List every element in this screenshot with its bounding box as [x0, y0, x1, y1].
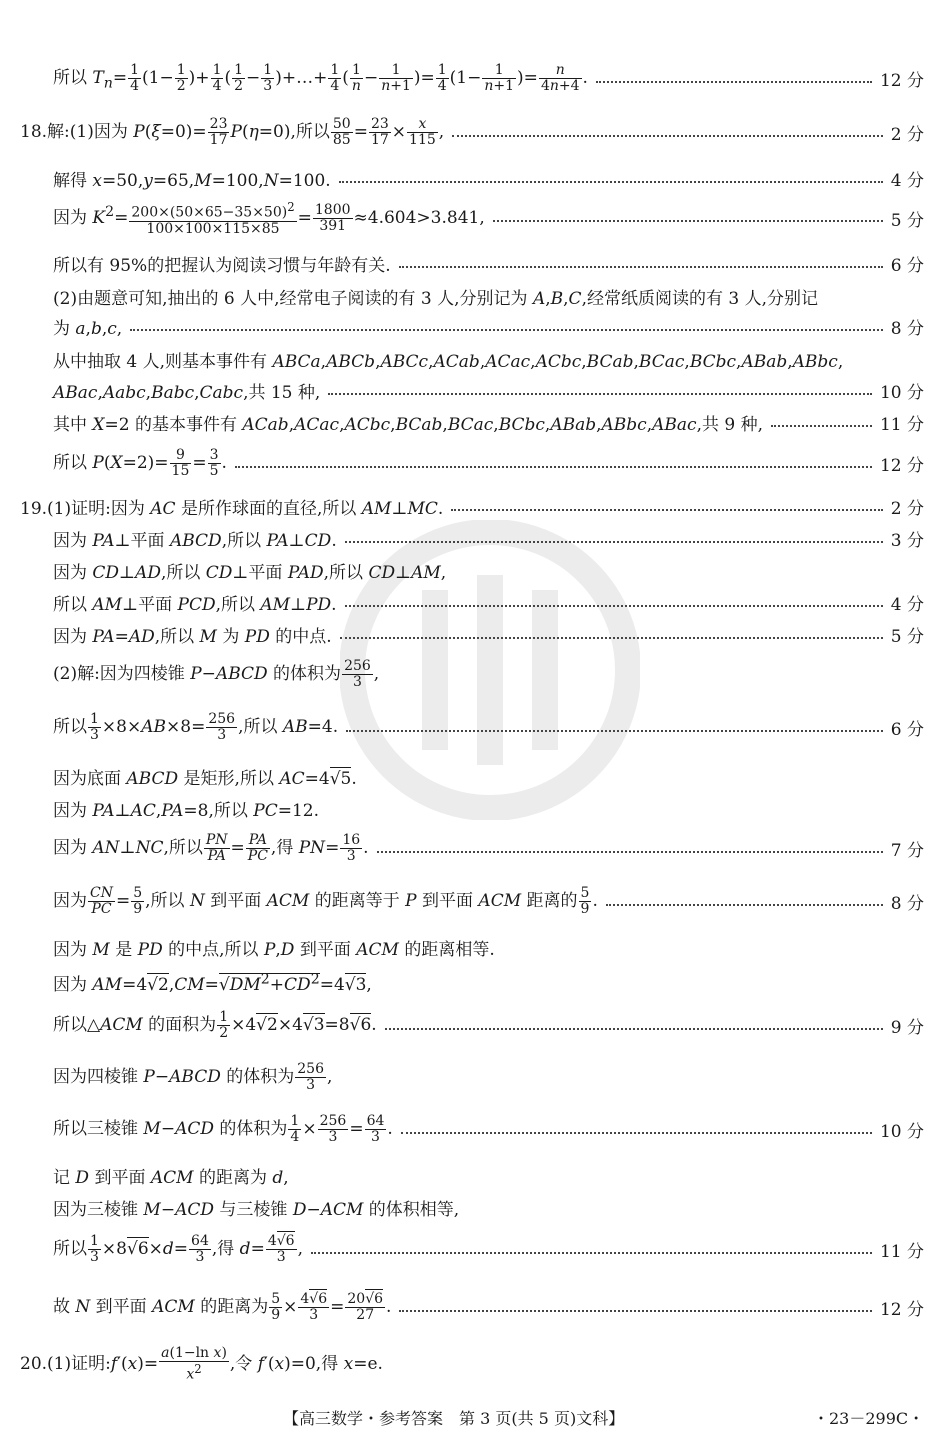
- score-label: 12 分: [879, 71, 924, 91]
- score-label: 6 分: [890, 720, 924, 740]
- answer-line: 19.(1)证明:因为 AC 是所作球面的直径,所以 AM⊥MC. 2 分: [20, 494, 924, 519]
- answer-line: 记 D 到平面 ACM 的距离为 d,: [53, 1168, 289, 1188]
- answer-line: 因为四棱锥 P−ABCD 的体积为 $\frac{256}{3}$ ,: [53, 1061, 333, 1093]
- score-label: 5 分: [890, 627, 924, 647]
- score-label: 8 分: [890, 319, 924, 339]
- answer-line: 其中 X=2 的基本事件有 ACab,ACac,ACbc,BCab,BCac,BCbc,ABab,ABbc,ABac,共 9 种, 11 分: [53, 410, 924, 435]
- footer-center: 【高三数学・参考答案 第 3 页(共 5 页)文科】: [283, 1409, 625, 1428]
- answer-line: 因为三棱锥 M−ACD 与三棱锥 D−ACM 的体积相等,: [53, 1200, 460, 1220]
- answer-line: 故 N 到平面 ACM 的距离为 $\frac{5}{9}$ × $\frac{4√6}{3}$ = $\frac{20√6}{27}$ . 12 分: [53, 1291, 924, 1323]
- answer-line: 因为 PA⊥平面 ABCD,所以 PA⊥CD. 3 分: [53, 526, 924, 551]
- answer-line: 所以 P(X=2)= $\frac{9}{15}$ = $\frac{3}{5}$ . 12 分: [53, 447, 924, 479]
- score-label: 12 分: [879, 456, 924, 476]
- answer-line: 因为 M 是 PD 的中点,所以 P,D 到平面 ACM 的距离相等.: [53, 940, 495, 960]
- score-label: 11 分: [879, 1242, 924, 1262]
- answer-line: 因为底面 ABCD 是矩形,所以 AC=4√5.: [53, 769, 357, 789]
- answer-line: 因为 PA⊥AC,PA=8,所以 PC=12.: [53, 801, 320, 821]
- answer-line: 所以三棱锥 M−ACD 的体积为 $\frac{1}{4}$ × $\frac{256}{3}$ = $\frac{64}{3}$ . 10 分: [53, 1113, 924, 1145]
- footer-code: ・23－299C・: [813, 1409, 925, 1428]
- answer-line: 所以 AM⊥平面 PCD,所以 AM⊥PD. 4 分: [53, 590, 924, 615]
- answer-line: 所以 $\frac{1}{3}$ ×8×AB×8= $\frac{256}{3}$ ,所以 AB=4. 6 分: [53, 711, 924, 743]
- answer-line: 因为 PA=AD,所以 M 为 PD 的中点. 5 分: [53, 622, 924, 647]
- answer-line: 因为 $\frac{CN}{PC}$ = $\frac{5}{9}$ ,所以 N 到平面 ACM 的距离等于 P 到平面 ACM 距离的 $\frac{5}{9}$ . 8 分: [53, 885, 924, 917]
- answer-line: 因为 CD⊥AD,所以 CD⊥平面 PAD,所以 CD⊥AM,: [53, 563, 447, 583]
- score-label: 12 分: [879, 1300, 924, 1320]
- score-label: 8 分: [890, 894, 924, 914]
- line-text: 所以有 95%的把握认为阅读习惯与年龄有关.: [53, 256, 391, 276]
- answer-line: 因为 $K^2=$ $\frac{200\times(50\times 65-35\times 50)^2}{100\times 100\times 115\times 85}$ = $\frac{1800}{391}$ ≈4.604>3.841, 5 分: [53, 200, 924, 237]
- answer-line: 18.解:(1)因为 P(ξ=0)= $\frac{23}{17}$ P(η=0),所以 $\frac{50}{85}$ = $\frac{23}{17}$ × $\frac{x}{115}$ , 2 分: [20, 116, 924, 148]
- score-label: 5 分: [890, 210, 924, 231]
- answer-line: 从中抽取 4 人,则基本事件有 ABCa,ABCb,ABCc,ACab,ACac,ACbc,BCab,BCac,BCbc,ABab,ABbc,: [53, 352, 844, 372]
- score-label: 6 分: [890, 256, 924, 276]
- answer-line: 所以△ACM 的面积为 $\frac{1}{2}$ ×4√2×4√3=8√6. 9 分: [53, 1009, 924, 1041]
- answer-line: ABac,Aabc,Babc,Cabc,共 15 种, 10 分: [53, 378, 924, 403]
- answer-line: 因为 AN⊥NC,所以 $\frac{PN}{PA}$ = $\frac{PA}{PC}$ ,得 PN= $\frac{16}{3}$ . 7 分: [53, 832, 924, 864]
- answer-line: 为 a,b,c, 8 分: [53, 314, 924, 339]
- answer-line: 因为 $AM=4√2,CM=√DM^2+CD^2=4√3$,: [53, 971, 372, 995]
- answer-line: 20.(1)证明:f′(x)= $\frac{\text{a(1−ln x)}}{x^2}$ ,令 f′(x)=0,得 x=e.: [20, 1345, 383, 1383]
- score-label: 11 分: [879, 415, 924, 435]
- score-label: 4 分: [890, 595, 924, 615]
- score-label: 4 分: [890, 171, 924, 191]
- answer-line: 所以 $T_n=$ $\frac{1}{4}$ (1− $\frac{1}{2}$ )+ $\frac{1}{4}$ ( $\frac{1}{2}$ − $\frac{1}{3}$ )+…+ $\frac{1}{4}$ ( $\frac{1}{n}$ − $\frac{1}{n+1}$ )= $\frac{1}{4}$ (1− $\frac{1}{n+1}$ )= $\frac{n}{4n+4}$ . 12 分: [53, 62, 924, 94]
- score-label: 2 分: [890, 125, 924, 145]
- score-label: 10 分: [879, 1122, 924, 1142]
- answer-line: (2)由题意可知,抽出的 6 人中,经常电子阅读的有 3 人,分别记为 A,B,C,经常纸质阅读的有 3 人,分别记: [53, 289, 818, 309]
- answer-line: (2)解:因为四棱锥 P−ABCD 的体积为 $\frac{256}{3}$ ,: [53, 658, 380, 690]
- answer-line: 所以 $\frac{1}{3}$ ×8√6×d= $\frac{64}{3}$ ,得 d= $\frac{4√6}{3}$ , 11 分: [53, 1233, 924, 1265]
- score-label: 7 分: [890, 841, 924, 861]
- score-label: 10 分: [879, 383, 924, 403]
- score-label: 3 分: [890, 531, 924, 551]
- score-label: 2 分: [890, 499, 924, 519]
- answer-line: [53, 251, 924, 276]
- score-label: 9 分: [890, 1018, 924, 1038]
- answer-line: 解得 x=50,y=65,M=100,N=100. 4 分: [53, 166, 924, 191]
